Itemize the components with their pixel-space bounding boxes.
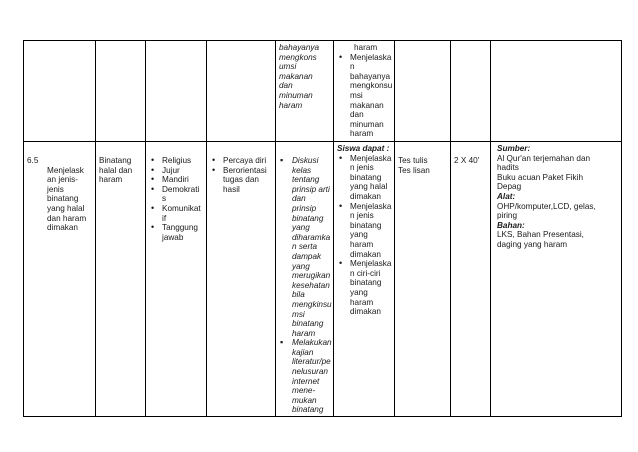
text-line: • Tanggung	[162, 223, 198, 233]
text-line: OHP/komputer,LCD, gelas,	[497, 201, 596, 211]
text-line: • Menjelaska	[350, 153, 392, 163]
text-line: piring	[497, 211, 518, 221]
text-line: binatang	[350, 172, 382, 182]
text-line: n jenis	[350, 163, 374, 173]
text-line: diharamka	[292, 232, 331, 242]
text-line: bila	[292, 290, 305, 300]
text-line: s	[162, 194, 167, 204]
cell-penilaian-top	[395, 41, 451, 142]
text-line: Menjelask	[47, 165, 84, 175]
cell-indikator-top	[334, 41, 395, 142]
text-line: tugas dan	[223, 175, 259, 185]
cell-waktu-top	[451, 41, 491, 142]
text-line: dan haram	[47, 213, 87, 223]
text-line: haram	[292, 328, 316, 338]
text-line: umsi	[279, 62, 297, 72]
text-line: • Komunikat	[162, 203, 201, 213]
text-line: dampak	[292, 251, 322, 261]
kegiatan-list	[279, 156, 330, 415]
alat-heading: Alat:	[497, 191, 516, 201]
text-line: halal dan	[99, 165, 133, 175]
list-item	[149, 175, 203, 185]
cell-kd	[24, 142, 96, 417]
text-line: msi	[292, 309, 305, 319]
text-line: • Jujur	[162, 165, 180, 175]
text-line: bahayanya	[279, 43, 320, 52]
text-line: daging yang haram	[497, 239, 568, 249]
list-item	[149, 223, 203, 242]
kd-number: 6.5	[27, 156, 39, 165]
list-item	[337, 202, 391, 260]
text-line: LKS, Bahan Presentasi,	[497, 230, 584, 240]
text-line: hasil	[223, 184, 240, 194]
text-line: n serta	[292, 242, 318, 252]
cell-kewirausahaan	[207, 142, 276, 417]
text-line: haram	[350, 129, 374, 139]
list-item	[149, 185, 203, 204]
text-line: kajian	[292, 347, 314, 357]
penilaian-text	[395, 142, 450, 176]
nilai-list	[149, 156, 203, 242]
list-item	[337, 53, 391, 139]
text-line: • Percaya diri	[223, 156, 267, 165]
alat-text	[497, 202, 618, 221]
text-line: dan prinsip	[292, 194, 317, 213]
cell-nilai	[146, 142, 207, 417]
text-line: if	[162, 213, 167, 223]
list-item	[337, 154, 391, 202]
list-item	[149, 156, 203, 166]
text-line: • Menjelaska	[350, 259, 392, 269]
text-line: minuman	[279, 90, 313, 100]
text-line: bahayanya	[350, 71, 391, 81]
text-line: • Demokrati	[162, 184, 200, 194]
text-line: dimakan	[350, 307, 381, 317]
list-item	[279, 338, 330, 415]
bahan-text	[497, 230, 618, 249]
text-line: binatang	[350, 220, 382, 230]
text-line: makanan	[350, 100, 384, 110]
text-line: hadits	[497, 163, 519, 173]
text-line: binatang	[47, 194, 79, 204]
text-line: haram	[279, 100, 303, 110]
sumber-heading: Sumber:	[497, 144, 531, 153]
text-line: an jenis-	[47, 175, 78, 185]
text-line: ▪ Diskusi	[292, 156, 319, 165]
text-line: binatang	[350, 278, 382, 288]
indikator-list	[337, 154, 391, 317]
cell-nilai-top	[146, 41, 207, 142]
cell-waktu	[451, 142, 491, 417]
text-line: jawab	[162, 232, 184, 242]
text-line: dan	[350, 110, 364, 120]
text-line: mene-	[292, 386, 316, 396]
list-item	[210, 166, 272, 195]
text-line: Tes lisan	[398, 165, 430, 175]
text-line: dimakan	[350, 249, 381, 259]
text-line: n ciri-ciri	[350, 268, 381, 278]
text-line: msi	[350, 90, 363, 100]
text-line: • Berorientasi	[223, 165, 267, 175]
text-line: literatur/pe	[292, 357, 331, 367]
cell-materi	[96, 142, 146, 417]
text-line: n jenis	[350, 211, 374, 221]
list-item	[337, 259, 391, 317]
cell-materi-top	[96, 41, 146, 142]
text-line: yang halal	[350, 182, 388, 192]
cell-sumber	[491, 142, 622, 417]
text-line: dan	[279, 81, 293, 91]
text-line: Al Qur'an terjemahan dan	[497, 153, 591, 163]
text-line: mengkons	[279, 52, 317, 62]
table-row-continued	[24, 41, 622, 142]
table-row-main	[24, 142, 622, 417]
kd-text	[27, 166, 92, 233]
text-line: nelusuran	[292, 367, 328, 377]
text-line: • Menjelaska	[350, 201, 392, 211]
text-line: yang haram	[350, 230, 374, 249]
text-line: minuman	[350, 119, 384, 129]
text-line: merugikan	[292, 271, 331, 281]
text-line: Binatang	[99, 156, 132, 165]
text-line: • Mandiri	[162, 175, 189, 185]
text-line: Buku acuan Paket Fikih	[497, 172, 584, 182]
text-line: yang	[292, 223, 310, 233]
list-item	[149, 204, 203, 223]
text-line: mengkonsu	[350, 81, 393, 91]
text-line: kelas	[292, 165, 312, 175]
text-line: binatang	[292, 319, 324, 329]
cell-penilaian	[395, 142, 451, 417]
cell-indikator	[334, 142, 395, 417]
text-line: yang haram	[350, 287, 374, 307]
text-line: dimakan	[47, 223, 78, 233]
list-item	[279, 156, 330, 338]
text-line: kesehatan	[292, 280, 330, 290]
waktu-text: 2 X 40'	[454, 156, 480, 165]
text-line: n	[350, 62, 355, 72]
list-item	[149, 166, 203, 176]
text-line: prinsip arti	[292, 184, 330, 194]
text-line: • Religius	[162, 156, 192, 165]
text-line: haram	[99, 175, 123, 185]
text-line: • Menjelaska	[350, 52, 392, 62]
text-line: mengkinsu	[292, 299, 332, 309]
syllabus-table	[23, 40, 622, 417]
text-line: binatang	[292, 213, 324, 223]
indikator-heading: Siswa dapat :	[337, 144, 390, 153]
text-line: jenis	[47, 184, 64, 194]
kewirausahaan-list	[210, 156, 272, 194]
sumber-text	[497, 154, 618, 192]
continued-activity-text	[276, 41, 333, 111]
continued-indicator-first: haram	[354, 43, 378, 52]
text-line: ▪ Melakukan	[292, 338, 332, 348]
cell-kegiatan	[276, 142, 334, 417]
materi-text	[96, 142, 145, 186]
cell-kegiatan-top	[276, 41, 334, 142]
text-line: yang	[292, 261, 310, 271]
cell-kewirausahaan-top	[207, 41, 276, 142]
text-line: mukan	[292, 395, 317, 405]
text-line: dimakan	[350, 191, 381, 201]
cell-sumber-top	[491, 41, 622, 142]
list-item	[210, 156, 272, 166]
text-line: Tes tulis	[398, 156, 428, 165]
text-line: Depag	[497, 182, 522, 192]
cell-kd-top	[24, 41, 96, 142]
text-line: tentang	[292, 175, 320, 185]
text-line: binatang	[292, 405, 324, 415]
text-line: makanan	[279, 71, 313, 81]
text-line: internet	[292, 376, 320, 386]
text-line: yang halal	[47, 203, 85, 213]
bahan-heading: Bahan:	[497, 220, 525, 230]
